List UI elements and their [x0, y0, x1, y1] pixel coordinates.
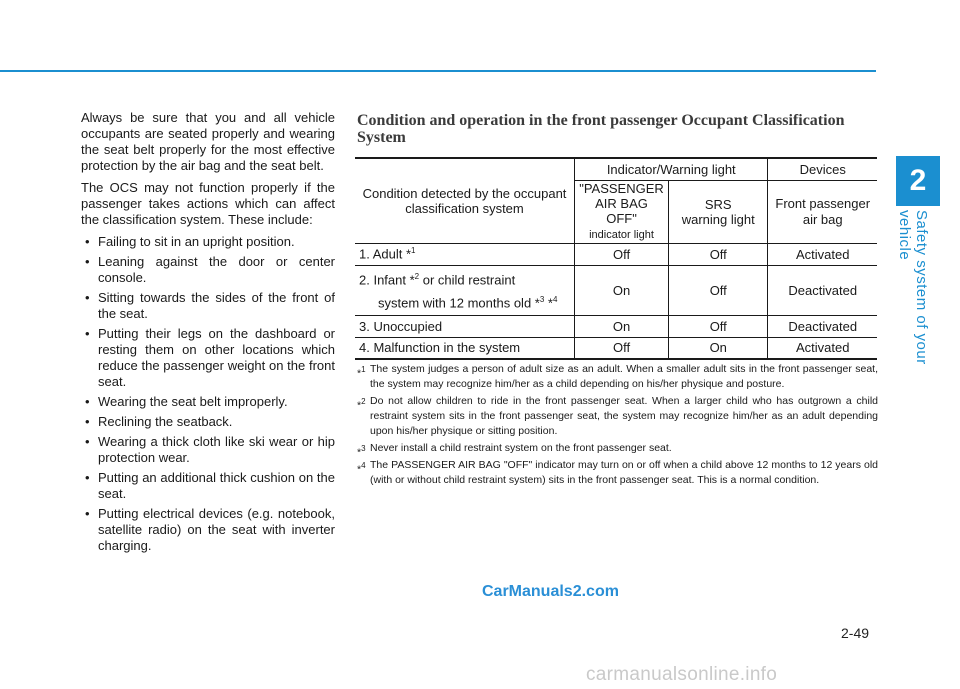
row-srs: Off [669, 315, 768, 337]
footnote-asterisk: * [357, 463, 362, 476]
footnote-number: 1 [361, 365, 366, 374]
condition-line-2 [359, 290, 570, 313]
row-airbag: Deactivated [768, 315, 877, 337]
header-rule [0, 70, 876, 72]
footnote-text: Never install a child restraint system on the front passenger seat. [370, 442, 672, 454]
list-item: • Putting their legs on the dashboard or resting them on other locations which reduce the passenger weight on the front seat. [81, 326, 335, 390]
header-front-line: air bag [802, 211, 843, 227]
condition-text: 1. Adult * [359, 246, 412, 262]
footnote-number: 3 [361, 444, 366, 453]
left-column [81, 110, 335, 558]
condition-text: 2. Infant * [359, 272, 415, 287]
footnote [357, 394, 878, 439]
header-pab-line: "PASSENGER [579, 180, 664, 196]
header-pab-line: indicator light [589, 228, 654, 241]
header-pab-line: AIR BAG OFF" [595, 195, 648, 226]
list-item: • Leaning against the door or center console. [81, 254, 335, 286]
row-pab: Off [575, 243, 669, 265]
header-condition: Condition detected by the occupant classification system [355, 158, 575, 243]
footnote-ref: 2 [414, 271, 420, 281]
section-title: Condition and operation in the front passenger Occupant Classification System [357, 112, 845, 146]
list-item: • Failing to sit in an upright position. [81, 234, 335, 250]
footnote-number: 2 [361, 397, 366, 406]
row-condition: 3. Unoccupied [355, 315, 575, 337]
list-item: • Sitting towards the sides of the front of the seat. [81, 290, 335, 322]
conditions-list [81, 234, 335, 554]
chapter-number-tab: 2 [896, 156, 940, 206]
footnote-asterisk: * [357, 367, 362, 380]
row-condition: 4. Malfunction in the system [355, 337, 575, 359]
condition-text: * [544, 295, 553, 311]
row-airbag: Deactivated [768, 265, 877, 315]
condition-text: system with 12 months old * [378, 295, 540, 311]
footnotes [357, 362, 878, 490]
list-item: • Wearing a thick cloth like ski wear or hip protection wear. [81, 434, 335, 466]
header-srs-warning-light [669, 180, 768, 243]
row-pab: On [575, 315, 669, 337]
footnote-asterisk: * [357, 446, 362, 459]
ocs-paragraph: The OCS may not function properly if the passenger takes actions which can affect the classification system. These include: [81, 180, 335, 227]
header-srs-line: warning light [681, 211, 755, 227]
row-condition [355, 265, 575, 315]
footnote-ref: 4 [552, 295, 558, 304]
row-pab: Off [575, 337, 669, 359]
list-item: • Wearing the seat belt improperly. [81, 394, 335, 410]
list-item: • Putting an additional thick cushion on the seat. [81, 470, 335, 502]
footnote-text: The system judges a person of adult size as an adult. When a smaller adult sits in the front passenger seat, the system may recognize him/her as a child depending on his/her physique and posture. [370, 363, 878, 390]
header-indicator-group: Indicator/Warning light [575, 158, 768, 180]
footnote-text: Do not allow children to ride in the front passenger seat. When a larger child who has outgrown a child restraint system sits in the front passenger seat, the system may recognize him/her as an adult depending upon his/her physique or sitting position. [370, 395, 878, 437]
row-srs: Off [669, 265, 768, 315]
row-condition [355, 243, 575, 265]
row-airbag: Activated [768, 243, 877, 265]
list-item: • Reclining the seatback. [81, 414, 335, 430]
list-item: • Putting electrical devices (e.g. notebook, satellite radio) on the seat with inverter charging. [81, 506, 335, 554]
footer-site-link[interactable]: carmanualsonline.info [586, 664, 778, 685]
header-srs-line: SRS [704, 196, 732, 212]
row-airbag: Activated [768, 337, 877, 359]
table-header-row [355, 158, 877, 180]
table-row [355, 315, 877, 337]
footnote-mark [357, 458, 366, 478]
footnote-ref: 1 [411, 246, 416, 256]
chapter-title: Safety system of your vehicle [896, 210, 930, 365]
table-row [355, 243, 877, 265]
footnote [357, 458, 878, 488]
footnote-asterisk: * [357, 399, 362, 412]
table-row [355, 265, 877, 315]
footnote-number: 4 [361, 461, 366, 470]
footnote-ref: 3 [539, 295, 545, 304]
header-front-passenger-airbag [768, 180, 877, 243]
row-pab: On [575, 265, 669, 315]
footnote-mark [357, 394, 366, 414]
header-passenger-airbag-indicator [575, 180, 669, 243]
footnote [357, 441, 878, 459]
footnote [357, 362, 878, 392]
footnote-mark [357, 362, 366, 382]
header-devices: Devices [768, 158, 877, 180]
watermark-link[interactable]: CarManuals2.com [482, 583, 619, 600]
footnote-text: The PASSENGER AIR BAG "OFF" indicator may turn on or off when a child above 12 months to 12 years old (with or without child restraint system) sits in the front passenger seat. This is a normal condition. [370, 459, 878, 486]
row-srs: Off [669, 243, 768, 265]
page-number: 2-49 [841, 625, 870, 641]
intro-paragraph: Always be sure that you and all vehicle occupants are seated properly and wearing the seat belt properly for the most effective protection by the air bag and the seat belt. [81, 110, 335, 173]
header-front-line: Front passenger [775, 195, 871, 211]
row-srs: On [669, 337, 768, 359]
condition-text: or child restraint [419, 272, 516, 287]
ocs-table [355, 157, 877, 360]
table-row [355, 337, 877, 359]
